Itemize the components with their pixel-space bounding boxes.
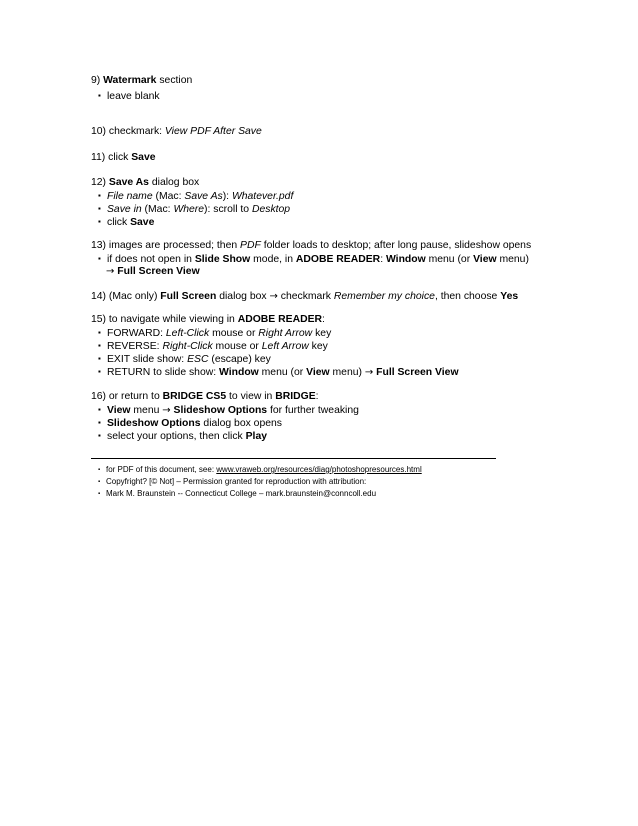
step-12-text: dialog box (148, 177, 200, 188)
folder-value: Desktop (251, 204, 291, 215)
bullet-text: ): (222, 191, 232, 202)
step-14 (91, 290, 518, 303)
bullet-text: menu (or (425, 254, 474, 265)
bullet-text: menu (or (258, 367, 307, 378)
app-name: BRIDGE CS5 (162, 391, 227, 402)
bullet-text: ): scroll to (204, 204, 252, 215)
bullet-text: key (308, 341, 328, 352)
arrow-right-icon: → (364, 367, 374, 378)
step-16-text: 16) or return to (91, 391, 163, 402)
arrow-right-icon: → (106, 266, 115, 277)
step-13-text: folder loads to desktop; after long pause, slideshow opens (260, 240, 532, 251)
keyword: Full Screen (160, 291, 217, 302)
bullet-text: (Mac: (152, 191, 185, 202)
bullet-text: menu) (329, 367, 365, 378)
bullet-text: : (380, 254, 386, 265)
step-9-bullet (98, 89, 160, 102)
bullet-icon: ▪ (98, 491, 101, 497)
step-16-text: : (315, 391, 319, 402)
step-15-bullet-reverse (98, 339, 328, 352)
step-9-keyword: Watermark (103, 75, 157, 86)
bullet-text: menu) (496, 254, 529, 265)
bullet-icon: ▪ (98, 354, 101, 363)
step-number: 9) (91, 75, 101, 86)
bullet-icon: ▪ (98, 204, 101, 213)
keyword: Left-Click (165, 328, 210, 339)
field-label-mac: Where (173, 204, 205, 215)
step-13-text: 13) images are processed; then (91, 240, 241, 251)
field-label: Save in (107, 204, 142, 215)
step-10-text: 10) checkmark: (91, 126, 165, 137)
step-12-bullet-3 (98, 215, 154, 228)
step-14-text: checkmark (277, 291, 334, 302)
bullet-icon: ▪ (98, 367, 101, 376)
bullet-icon: ▪ (98, 191, 101, 200)
footnote-copyright (98, 477, 366, 487)
keyword: ESC (187, 354, 209, 365)
footnote-text: Copyfright? [© Not] – Permission granted for reproduction with attribution: (106, 477, 367, 486)
step-12-keyword: Save As (108, 177, 149, 188)
bullet-text: mode, in (250, 254, 296, 265)
step-13 (91, 239, 531, 252)
step-11-text: 11) click (91, 152, 132, 163)
step-14-text: dialog box (216, 291, 270, 302)
bullet-icon: ▪ (98, 328, 101, 337)
bullet-text: leave blank (107, 91, 160, 102)
resources-link[interactable]: www.vraweb.org/resources/diag/photoshopresources.html (216, 465, 422, 474)
keyword: Slide Show (194, 254, 251, 265)
bullet-text: dialog box opens (200, 418, 282, 429)
step-15-text: 15) to navigate while viewing in (91, 314, 238, 325)
step-15-bullet-exit (98, 352, 271, 365)
app-name: BRIDGE (275, 391, 316, 402)
keyword: Save (130, 217, 155, 228)
bullet-icon: ▪ (98, 418, 101, 427)
step-16 (91, 390, 319, 403)
bullet-icon: ▪ (98, 405, 101, 414)
step-12-bullet-1 (98, 189, 293, 202)
bullet-text: (Mac: (141, 204, 174, 215)
keyword: Slideshow Options (107, 418, 201, 429)
step-16-bullet-1 (98, 403, 359, 416)
keyword: Right Arrow (258, 328, 313, 339)
keyword: Right-Click (162, 341, 213, 352)
footnote-author (98, 489, 376, 499)
footer-divider (91, 458, 496, 459)
step-16-bullet-3 (98, 429, 267, 442)
bullet-text: mouse or (212, 341, 262, 352)
app-name: ADOBE READER (237, 314, 323, 325)
step-10-option: View PDF After Save (164, 126, 262, 137)
bullet-icon: ▪ (98, 341, 101, 350)
keyword: Yes (500, 291, 519, 302)
bullet-text: menu (130, 405, 163, 416)
bullet-icon: ▪ (98, 431, 101, 440)
field-label-mac: Save As (184, 191, 223, 202)
bullet-icon: ▪ (98, 217, 101, 226)
arrow-right-icon: → (269, 291, 278, 302)
step-14-text: , then choose (434, 291, 501, 302)
keyword: Play (245, 431, 267, 442)
bullet-icon: ▪ (98, 479, 101, 485)
bullet-icon: ▪ (98, 467, 101, 473)
step-12 (91, 176, 199, 189)
step-15-bullet-forward (98, 326, 331, 339)
step-14-text: 14) (Mac only) (91, 291, 161, 302)
footnote-text: Mark M. Braunstein -- Connecticut College – mark.braunstein@conncoll.edu (106, 489, 377, 498)
bullet-text: mouse or (209, 328, 259, 339)
keyword: Slideshow Options (170, 405, 268, 416)
footnote-pdf-link (98, 465, 422, 475)
bullet-text: RETURN to slide show: (107, 367, 220, 378)
step-11 (91, 151, 156, 164)
menu-name: View (107, 405, 131, 416)
step-15-text: : (322, 314, 325, 325)
bullet-text: key (312, 328, 332, 339)
keyword: Left Arrow (261, 341, 309, 352)
app-name: ADOBE READER (295, 254, 381, 265)
keyword: PDF (240, 240, 261, 251)
menu-name: Window (385, 254, 426, 265)
bullet-text: (escape) key (208, 354, 271, 365)
arrow-right-icon: → (162, 405, 171, 416)
bullet-text: for further tweaking (267, 405, 359, 416)
step-9-text: section (156, 75, 193, 86)
keyword: Full Screen View (117, 266, 200, 277)
bullet-icon: ▪ (98, 91, 101, 100)
step-15-bullet-return (98, 365, 459, 378)
step-13-continuation (106, 265, 200, 278)
menu-name: View (473, 254, 497, 265)
bullet-text: REVERSE: (107, 341, 163, 352)
bullet-text: EXIT slide show: (107, 354, 188, 365)
step-16-text: to view in (226, 391, 276, 402)
step-10 (91, 125, 262, 138)
bullet-text: FORWARD: (107, 328, 166, 339)
step-13-bullet (98, 252, 529, 265)
keyword: Full Screen View (373, 367, 459, 378)
bullet-text: select your options, then click (107, 431, 246, 442)
step-number: 12) (91, 177, 109, 188)
step-15 (91, 313, 325, 326)
bullet-icon: ▪ (98, 254, 101, 263)
file-name-value: Whatever.pdf (231, 191, 294, 202)
footnote-text: for PDF of this document, see: (106, 465, 217, 474)
step-12-bullet-2 (98, 202, 290, 215)
step-11-keyword: Save (131, 152, 156, 163)
bullet-text: if does not open in (107, 254, 195, 265)
step-9 (91, 74, 192, 87)
menu-name: Window (219, 367, 259, 378)
menu-name: View (306, 367, 330, 378)
option-label: Remember my choice (333, 291, 435, 302)
bullet-text: click (107, 217, 131, 228)
step-16-bullet-2 (98, 416, 282, 429)
field-label: File name (107, 191, 153, 202)
